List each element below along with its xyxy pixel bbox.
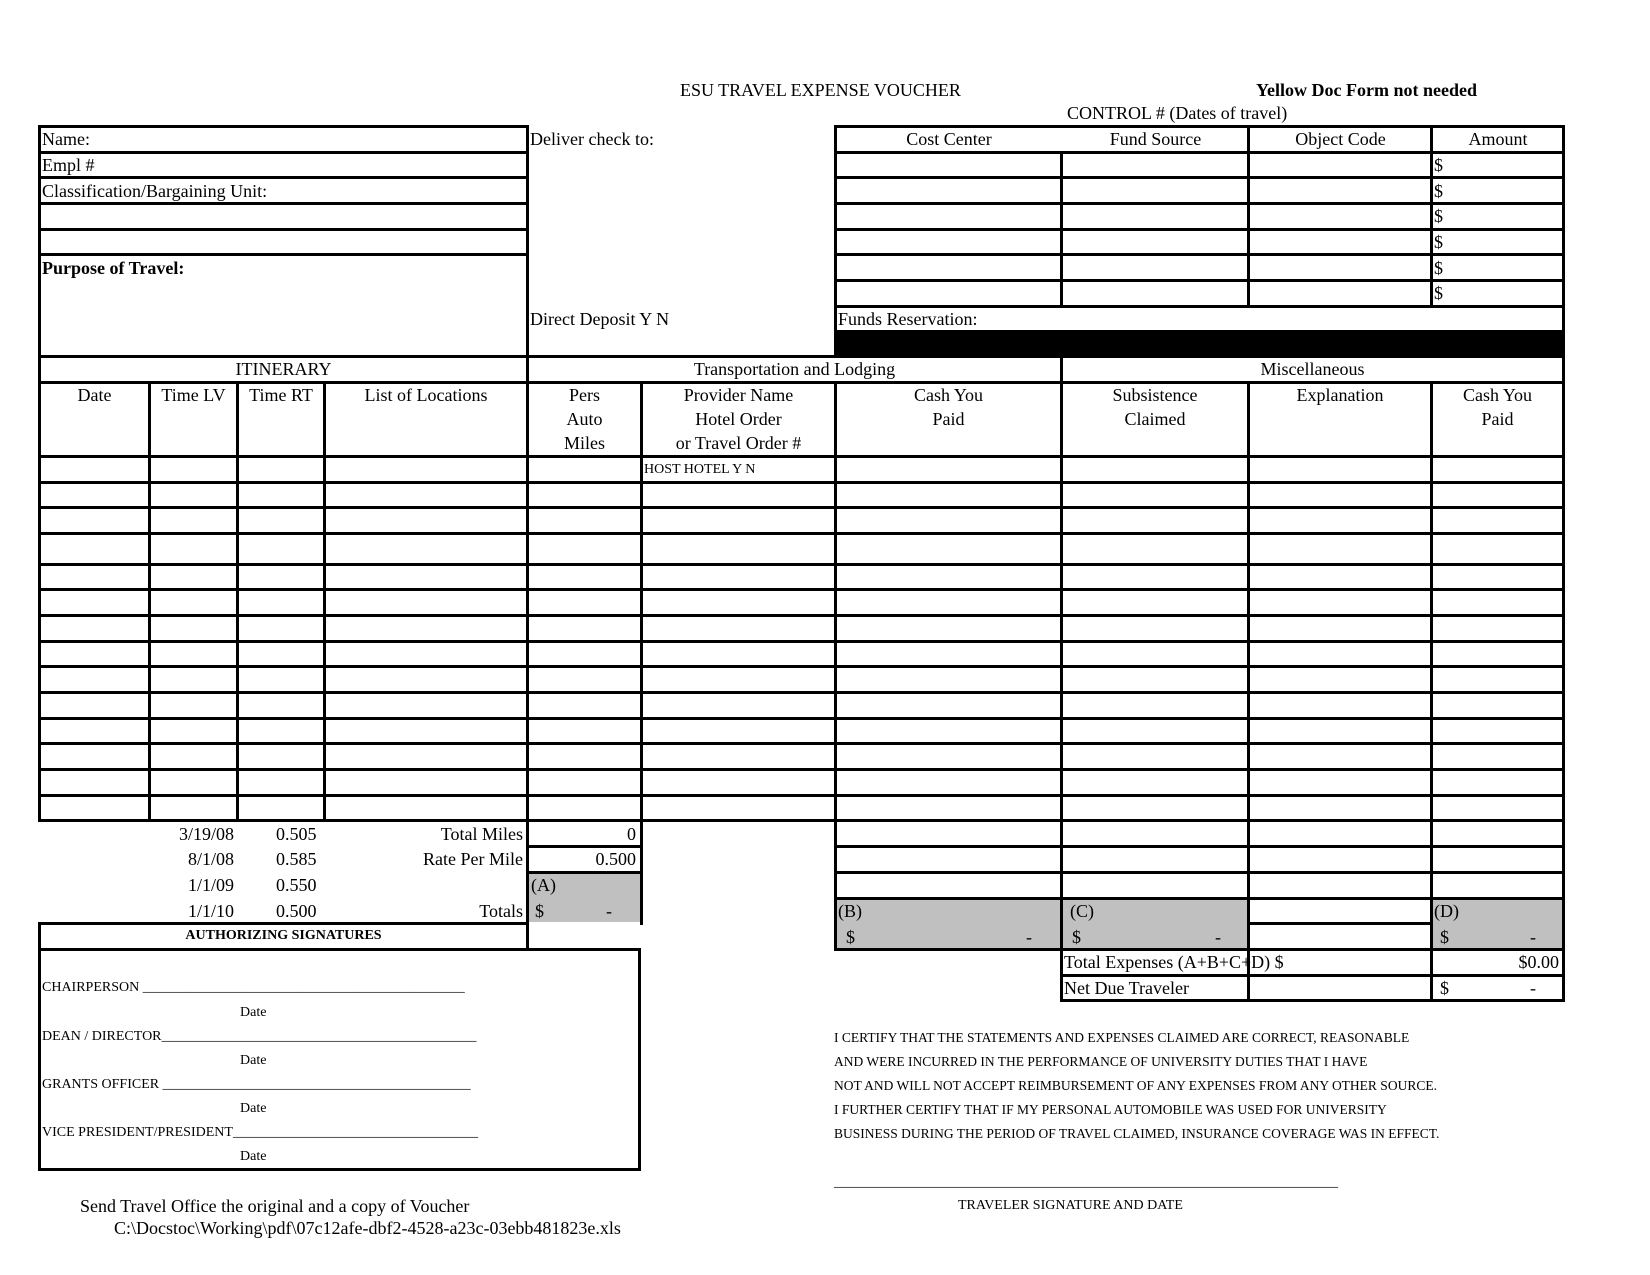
transport-header: Transportation and Lodging [693, 359, 896, 379]
provider-col-header: or Travel Order # [675, 433, 802, 453]
deliver-check-label: Deliver check to: [530, 129, 654, 149]
funds-reservation-bar [834, 330, 1565, 356]
rate-value: 0.585 [276, 849, 317, 869]
amount-header: Amount [1468, 129, 1528, 149]
control-number-label: CONTROL # (Dates of travel) [1067, 103, 1288, 123]
cash-paid-col-header: Paid [932, 409, 965, 429]
total-a-dollar: $ [535, 901, 544, 921]
time-lv-col-header: Time LV [161, 385, 226, 405]
certification-line: BUSINESS DURING THE PERIOD OF TRAVEL CLAIMED, INSURANCE COVERAGE WAS IN EFFECT. [834, 1126, 1440, 1141]
total-b-dollar: $ [846, 927, 855, 947]
total-c-dollar: $ [1072, 927, 1081, 947]
rate-per-mile-value: 0.500 [595, 849, 636, 869]
rate-per-mile-label: Rate Per Mile [423, 849, 523, 869]
vp-signature-line: VICE PRESIDENT/PRESIDENT___________________________________ [42, 1125, 478, 1140]
total-miles-label: Total Miles [440, 824, 523, 844]
signature-date-label: Date [240, 1149, 267, 1164]
cost-center-header: Cost Center [906, 129, 992, 149]
rate-value: 0.500 [276, 901, 317, 921]
explanation-col-header: Explanation [1296, 385, 1384, 405]
host-hotel-label: HOST HOTEL Y N [644, 462, 756, 477]
signature-date-label: Date [240, 1053, 267, 1068]
pers-col-header: Miles [563, 433, 605, 453]
empl-label: Empl # [42, 155, 95, 175]
fund-source-header: Fund Source [1109, 129, 1202, 149]
name-label: Name: [42, 129, 90, 149]
grants-signature-line: GRANTS OFFICER ____________________________________________ [42, 1077, 471, 1092]
net-due-value: - [1530, 978, 1536, 998]
auth-signatures-heading: AUTHORIZING SIGNATURES [185, 928, 382, 943]
chairperson-signature-line: CHAIRPERSON ______________________________________________ [42, 980, 465, 995]
classification-label: Classification/Bargaining Unit: [42, 181, 268, 201]
provider-col-header: Provider Name [683, 385, 794, 405]
net-due-dollar: $ [1440, 978, 1449, 998]
pers-col-header: Auto [566, 409, 603, 429]
total-d-value: - [1530, 927, 1536, 947]
rate-date: 1/1/09 [187, 875, 234, 895]
file-path: C:\Docstoc\Working\pdf\07c12afe-dbf2-4528-a23c-03ebb481823e.xls [114, 1218, 621, 1238]
subsistence-col-header: Subsistence [1112, 385, 1198, 405]
certification-line: I CERTIFY THAT THE STATEMENTS AND EXPENSES CLAIMED ARE CORRECT, REASONABLE [834, 1030, 1410, 1045]
rate-value: 0.550 [276, 875, 317, 895]
amount-dollar: $ [1434, 206, 1443, 226]
form-title: ESU TRAVEL EXPENSE VOUCHER [680, 80, 961, 100]
rate-date: 3/19/08 [178, 824, 234, 844]
total-b-value: - [1026, 927, 1032, 947]
total-expenses-label: Total Expenses (A+B+C+D) $ [1064, 952, 1284, 972]
rate-date: 1/1/10 [187, 901, 234, 921]
provider-col-header: Hotel Order [695, 409, 782, 429]
amount-dollar: $ [1434, 181, 1443, 201]
itinerary-header: ITINERARY [235, 359, 332, 379]
funds-reservation-label: Funds Reservation: [838, 309, 978, 329]
certification-line: NOT AND WILL NOT ACCEPT REIMBURSEMENT OF ANY EXPENSES FROM ANY OTHER SOURCE. [834, 1078, 1437, 1093]
subsistence-col-header: Claimed [1124, 409, 1186, 429]
net-due-label: Net Due Traveler [1064, 978, 1189, 998]
amount-dollar: $ [1434, 258, 1443, 278]
total-c-label: (C) [1070, 901, 1094, 921]
yellow-doc-note: Yellow Doc Form not needed [1256, 80, 1477, 100]
certification-line: I FURTHER CERTIFY THAT IF MY PERSONAL AUTOMOBILE WAS USED FOR UNIVERSITY [834, 1102, 1387, 1117]
certification-line: AND WERE INCURRED IN THE PERFORMANCE OF UNIVERSITY DUTIES THAT I HAVE [834, 1054, 1368, 1069]
amount-dollar: $ [1434, 232, 1443, 252]
misc-cash-col-header: Paid [1481, 409, 1514, 429]
total-expenses-value: $0.00 [1518, 952, 1559, 972]
date-col-header: Date [77, 385, 112, 405]
total-miles-value: 0 [627, 824, 636, 844]
total-d-dollar: $ [1440, 927, 1449, 947]
total-d-label: (D) [1434, 901, 1459, 921]
amount-dollar: $ [1434, 283, 1443, 303]
locations-col-header: List of Locations [364, 385, 488, 405]
misc-header: Miscellaneous [1260, 359, 1365, 379]
traveler-signature-label: TRAVELER SIGNATURE AND DATE [958, 1198, 1183, 1213]
direct-deposit-label: Direct Deposit Y N [530, 309, 670, 329]
purpose-label: Purpose of Travel: [42, 258, 185, 278]
totals-label: Totals [479, 901, 523, 921]
total-a-label: (A) [531, 875, 556, 895]
rate-date: 8/1/08 [187, 849, 234, 869]
signature-date-label: Date [240, 1005, 267, 1020]
rate-value: 0.505 [276, 824, 317, 844]
send-instruction: Send Travel Office the original and a copy of Voucher [80, 1196, 470, 1216]
total-a-value: - [606, 901, 612, 921]
misc-cash-col-header: Cash You [1462, 385, 1533, 405]
signature-date-label: Date [240, 1101, 267, 1116]
object-code-header: Object Code [1295, 129, 1386, 149]
traveler-signature-line: ________________________________________________________________________ [834, 1175, 1338, 1190]
time-rt-col-header: Time RT [249, 385, 313, 405]
cash-paid-col-header: Cash You [913, 385, 984, 405]
pers-col-header: Pers [569, 385, 600, 405]
total-b-label: (B) [838, 901, 862, 921]
dean-signature-line: DEAN / DIRECTOR_____________________________________________ [42, 1029, 477, 1044]
amount-dollar: $ [1434, 155, 1443, 175]
total-c-value: - [1215, 927, 1221, 947]
